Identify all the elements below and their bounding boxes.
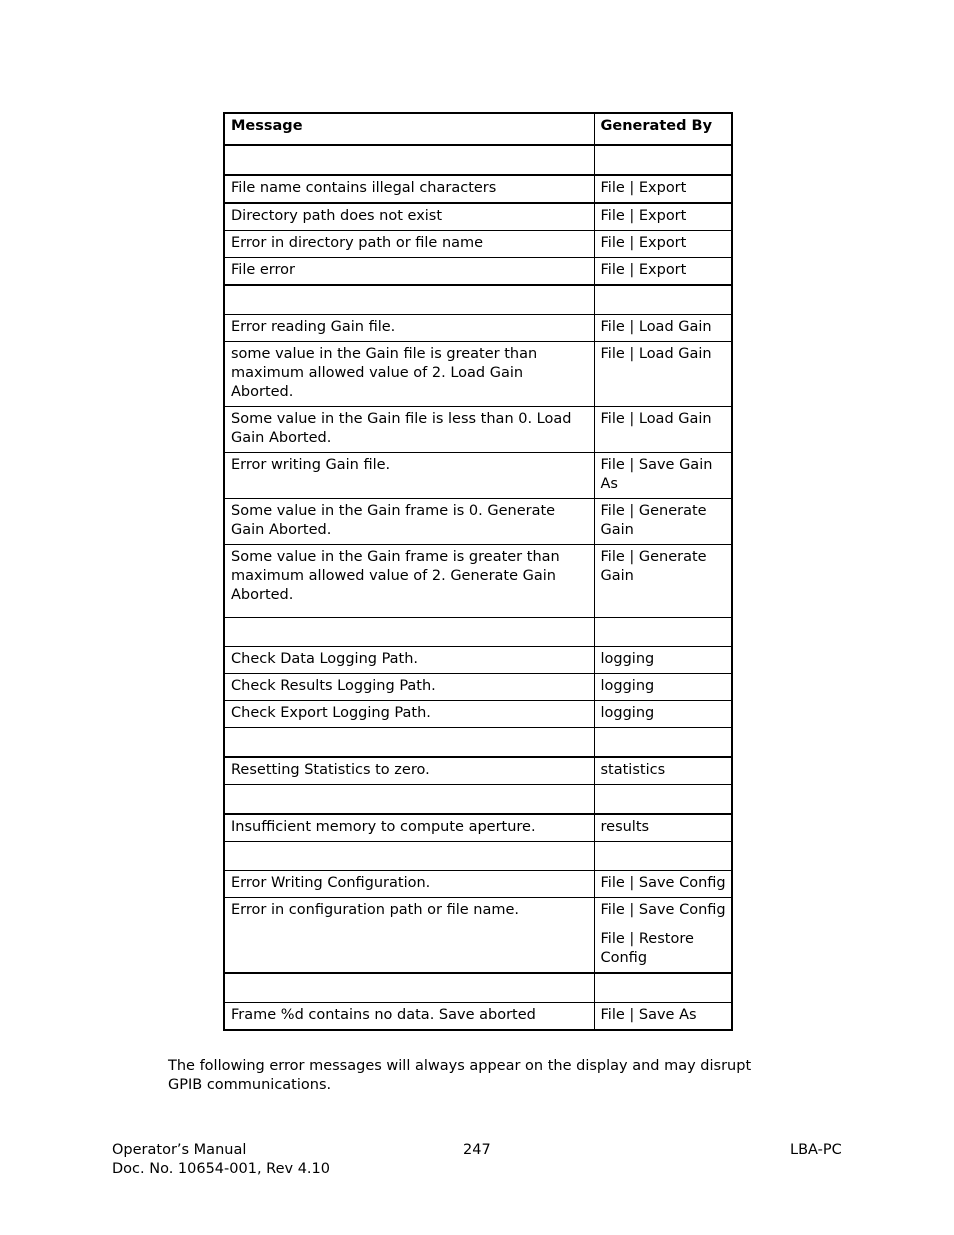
table-row xyxy=(224,285,732,315)
table-cell-generated-by: File | Export xyxy=(594,203,732,231)
table-cell-generated-by xyxy=(594,973,732,1003)
table-cell-generated-by: File | Save Gain As xyxy=(594,453,732,499)
footer-manual-title: Operator’s Manual xyxy=(112,1142,247,1158)
table-cell-generated-by: File | Load Gain xyxy=(594,342,732,407)
table-cell-message xyxy=(224,842,594,871)
table-cell-generated-by xyxy=(594,145,732,175)
table-cell-generated-by: File | Export xyxy=(594,231,732,258)
table-cell-message: Insufficient memory to compute aperture. xyxy=(224,814,594,842)
table-row xyxy=(224,842,732,871)
table-cell-message: Some value in the Gain frame is 0. Generate Gain Aborted. xyxy=(224,499,594,545)
table-cell-generated-by: logging xyxy=(594,701,732,728)
table-cell-message xyxy=(224,285,594,315)
table-cell-generated-by xyxy=(594,618,732,647)
table-cell-generated-by xyxy=(594,898,732,974)
table-row xyxy=(224,499,732,545)
table-cell-message: Error writing Gain file. xyxy=(224,453,594,499)
table-row xyxy=(224,453,732,499)
table-cell-generated-by: File | Load Gain xyxy=(594,315,732,342)
table-cell-generated-by xyxy=(594,728,732,758)
table-row xyxy=(224,871,732,898)
body-paragraph: The following error messages will always appear on the display and may disrupt GPIB communications. xyxy=(168,1058,752,1093)
table-cell-generated-by: File | Save Config xyxy=(594,871,732,898)
table-row xyxy=(224,258,732,286)
table-cell-message xyxy=(224,618,594,647)
table-cell-message xyxy=(224,145,594,175)
table-cell-generated-by: results xyxy=(594,814,732,842)
footer-doc-number: Doc. No. 10654-001, Rev 4.10 xyxy=(112,1161,330,1177)
table-cell-message: Resetting Statistics to zero. xyxy=(224,757,594,785)
footer-page-number: 247 xyxy=(463,1142,491,1158)
table-cell-message xyxy=(224,973,594,1003)
table-row xyxy=(224,728,732,758)
table-row xyxy=(224,342,732,407)
table-cell-generated-by: logging xyxy=(594,674,732,701)
table-cell-generated-by: File | Save As xyxy=(594,1003,732,1031)
table-cell-message: some value in the Gain file is greater than maximum allowed value of 2. Load Gain Aborted. xyxy=(224,342,594,407)
table-row xyxy=(224,814,732,842)
table-row xyxy=(224,545,732,618)
table-cell-generated-by: File | Generate Gain xyxy=(594,545,732,618)
generated-by-line: File | Restore Config xyxy=(600,931,694,966)
table-row xyxy=(224,785,732,815)
table-cell-generated-by: File | Export xyxy=(594,175,732,203)
table-cell-generated-by: logging xyxy=(594,647,732,674)
table-cell-message: Check Data Logging Path. xyxy=(224,647,594,674)
table-row xyxy=(224,674,732,701)
table-cell-generated-by xyxy=(594,842,732,871)
error-message-table xyxy=(223,112,733,1031)
footer-left xyxy=(112,1141,330,1179)
table-cell-message: Frame %d contains no data. Save aborted xyxy=(224,1003,594,1031)
table-cell-generated-by: File | Load Gain xyxy=(594,407,732,453)
table-cell-message: File error xyxy=(224,258,594,286)
table-cell-message: Check Export Logging Path. xyxy=(224,701,594,728)
table-cell-message: Directory path does not exist xyxy=(224,203,594,231)
table-header-row xyxy=(224,113,732,145)
table-row xyxy=(224,407,732,453)
table-row xyxy=(224,647,732,674)
table-row xyxy=(224,898,732,974)
column-header-generated-by: Generated By xyxy=(594,113,732,145)
table-cell-message: Error reading Gain file. xyxy=(224,315,594,342)
table-cell-generated-by xyxy=(594,785,732,815)
table-cell-message: Error in configuration path or file name. xyxy=(224,898,594,974)
table-cell-generated-by: File | Export xyxy=(594,258,732,286)
table-cell-message xyxy=(224,728,594,758)
table-cell-message xyxy=(224,785,594,815)
footer-product-name: LBA-PC xyxy=(790,1142,842,1158)
table-cell-message: Check Results Logging Path. xyxy=(224,674,594,701)
table-row xyxy=(224,203,732,231)
table-row xyxy=(224,1003,732,1031)
table-row xyxy=(224,701,732,728)
table-row xyxy=(224,315,732,342)
table-row xyxy=(224,618,732,647)
table-cell-message: Some value in the Gain file is less than 0. Load Gain Aborted. xyxy=(224,407,594,453)
table-cell-generated-by: statistics xyxy=(594,757,732,785)
table-cell-message: Error Writing Configuration. xyxy=(224,871,594,898)
generated-by-line: File | Save Config xyxy=(600,902,726,918)
table-cell-message: File name contains illegal characters xyxy=(224,175,594,203)
table-row xyxy=(224,973,732,1003)
table-row xyxy=(224,145,732,175)
table-row xyxy=(224,757,732,785)
table-cell-generated-by xyxy=(594,285,732,315)
column-header-message: Message xyxy=(224,113,594,145)
table-cell-message: Error in directory path or file name xyxy=(224,231,594,258)
table-row xyxy=(224,231,732,258)
table-cell-generated-by: File | Generate Gain xyxy=(594,499,732,545)
table-cell-message: Some value in the Gain frame is greater than maximum allowed value of 2. Generate Gain Aborted. xyxy=(224,545,594,618)
table-row xyxy=(224,175,732,203)
